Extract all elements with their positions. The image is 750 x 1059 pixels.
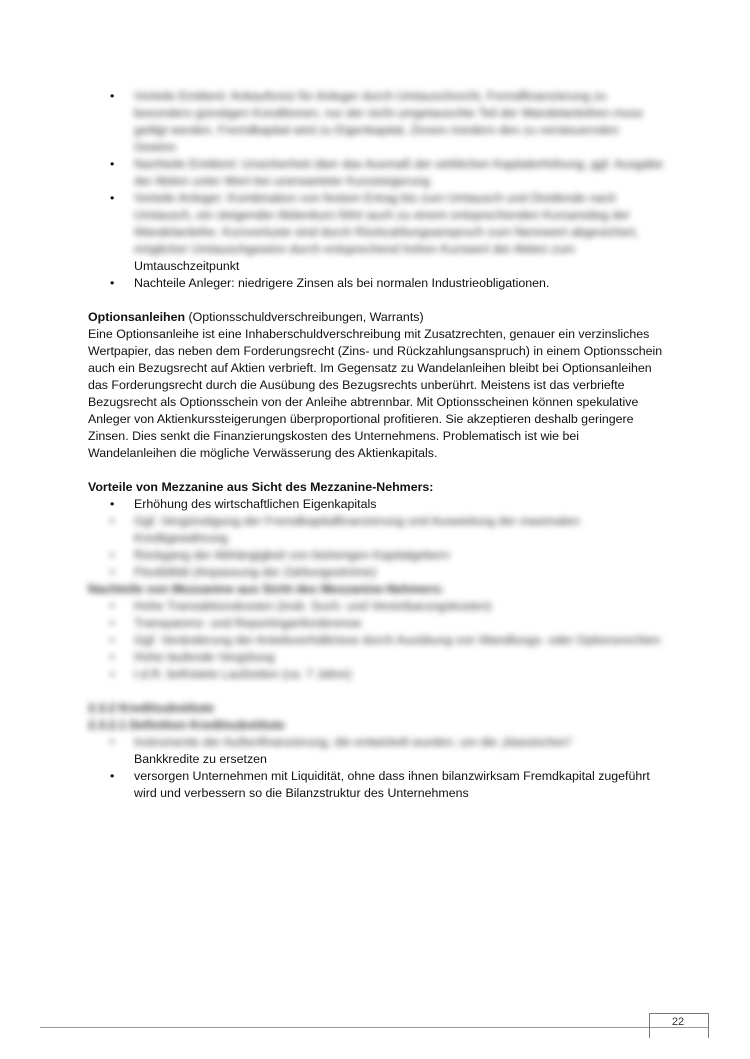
list-item	[88, 88, 663, 156]
options-paragraph: Eine Optionsanleihe ist eine Inhaberschuldverschreibung mit Zusatzrechten, genauer ein verzinsliches Wertpapier, das neben dem Forderungsrecht (Zins- und Rückzahlungsanspruch) in einem Optionsschein auch ein Bezugsrecht auf Aktien verbrieft. Im Gegensatz zu Wandelanleihen bleibt bei Optionsanleihen das Forderungsrecht durch die Ausübung des Bezugsrechts unberührt. Meistens ist das verbriefte Bezugsrecht als Optionsschein von der Anleihe abtrennbar. Mit Optionsscheinen können spekulative Anleger von Aktienkurssteigerungen überproportional profitieren. Sie akzeptieren deshalb geringere Zinsen. Dies senkt die Finanzierungskosten des Unternehmens. Problematisch ist wie bei Wandelanleihen die mögliche Verwässerung des Aktienkapitals.	[88, 327, 663, 460]
list-item-text-blurred: Instrumente der Außenfinanzierung, die entwickelt wurden, um die „klassischen“	[134, 735, 573, 749]
list-item-text-blurred: Transparenz- und Reportinganforderense	[134, 616, 362, 630]
bullet-icon: •	[110, 497, 115, 511]
list-item	[88, 190, 663, 275]
list-item-text: Nachteile Anleger: niedrigere Zinsen als bei normalen Industrieobligationen.	[134, 276, 550, 290]
subsection-heading: 2.3.2.1 Definition Kreditsubstitute	[88, 718, 285, 732]
list-item	[88, 513, 663, 547]
list-item-text-blurred: Nachteile Emittent: Unsicherheit über das Ausmaß der wirklichen Kapitalerhöhung, ggf. Ausgabe der Aktien unter Wert bei unerwarteter Kurssteigerung	[134, 157, 663, 188]
bullet-icon: •	[110, 89, 115, 103]
list-item	[88, 632, 663, 649]
bullet-icon: •	[110, 667, 115, 681]
mezzanine-cons-heading: Nachteile von Mezzanine aus Sicht des Mezzanine-Nehmers:	[88, 582, 444, 596]
bullet-icon: •	[110, 548, 115, 562]
list-item-text-blurred: Flexibilität (Anpassung der Zahlungsströme)	[134, 565, 377, 579]
bullet-icon: •	[110, 514, 115, 528]
bullet-icon: •	[110, 565, 115, 579]
options-subtitle: (Optionsschuldverschreibungen, Warrants)	[185, 310, 424, 324]
list-item	[88, 598, 663, 615]
list-item	[88, 649, 663, 666]
list-item	[88, 156, 663, 190]
list-item	[88, 666, 663, 683]
list-item	[88, 496, 663, 513]
mezzanine-cons-list	[88, 598, 663, 683]
list-item-text-blurred: I.d.R. befristete Laufzeiten (ca. 7 Jahre)	[134, 667, 352, 681]
list-item	[88, 615, 663, 632]
footer-rule	[40, 1027, 708, 1028]
bullet-icon: •	[110, 616, 115, 630]
page-number: 22	[671, 1016, 685, 1028]
bullet-icon: •	[110, 735, 115, 749]
options-title: Optionsanleihen	[88, 310, 186, 324]
bullet-icon: •	[110, 276, 115, 290]
bullet-icon: •	[110, 633, 115, 647]
list-item-text-blurred: Vorteile Emittent: Ankaufsreiz für Anleger durch Umtauschrecht, Fremdfinanzierung zu besonders günstigen Konditionen, nur der nicht umgetauschte Teil der Wandelanleihen muss getilgt werden. Fremdkapital wird zu Eigenkapital, Zinsen mindern den zu versteuernden Gewinn	[134, 89, 644, 154]
bullet-icon: •	[110, 650, 115, 664]
list-item-text-blurred: Vorteile Anleger: Kombination von festem Ertrag bis zum Umtausch und Dividende nach Umtausch, ein steigender Aktienkurs führt auch zu einem entsprechenden Kursanstieg der Wandelanleihe. Kursverluste sind durch Rückzahlungsanspruch zum Nennwert abgesichert, möglicher Umtauschgewinn durch entsprechend hohen Kurswert der Aktien zum	[134, 191, 639, 256]
list-item	[88, 734, 663, 768]
list-item-text-tail: Umtauschzeitpunkt	[134, 259, 240, 273]
convertible-bond-list	[88, 88, 663, 292]
list-item	[88, 547, 663, 564]
list-item-text-blurred: Ggf. Vergünstigung der Fremdkapitalfinanzierung und Ausweitung der maximalen Kreditgewährung	[134, 514, 580, 545]
mezzanine-pros-heading: Vorteile von Mezzanine aus Sicht des Mezzanine-Nehmers:	[88, 480, 434, 494]
list-item-text-blurred: Hohe Transaktionskosten (insb. Such- und Vereinbarungskosten)	[134, 599, 492, 613]
options-heading	[88, 309, 663, 326]
credit-substitute-list	[88, 734, 663, 802]
page-content	[88, 88, 663, 802]
section-heading: 2.3.2 Kreditsubstitute	[88, 701, 214, 715]
list-item-text: versorgen Unternehmen mit Liquidität, ohne dass ihnen bilanzwirksam Fremdkapital zugeführt wird und verbessern so die Bilanzstruktur des Unternehmens	[134, 769, 650, 800]
mezzanine-pros-list	[88, 496, 663, 581]
list-item-text-blurred: Rückgang der Abhängigkeit von bisherigen Kapitalgebern	[134, 548, 450, 562]
list-item	[88, 564, 663, 581]
bullet-icon: •	[110, 769, 115, 783]
bullet-icon: •	[110, 191, 115, 205]
list-item-text-blurred: Ggf. Veränderung der Anteilsverhältnisse durch Ausübung von Wandlungs- oder Optionsrechten	[134, 633, 661, 647]
list-item-text-tail: Bankkredite zu ersetzen	[134, 752, 267, 766]
list-item	[88, 768, 663, 802]
bullet-icon: •	[110, 157, 115, 171]
bullet-icon: •	[110, 599, 115, 613]
list-item-text: Erhöhung des wirtschaftlichen Eigenkapitals	[134, 497, 377, 511]
list-item	[88, 275, 663, 292]
list-item-text-blurred: Hohe laufende Vergütung	[134, 650, 275, 664]
